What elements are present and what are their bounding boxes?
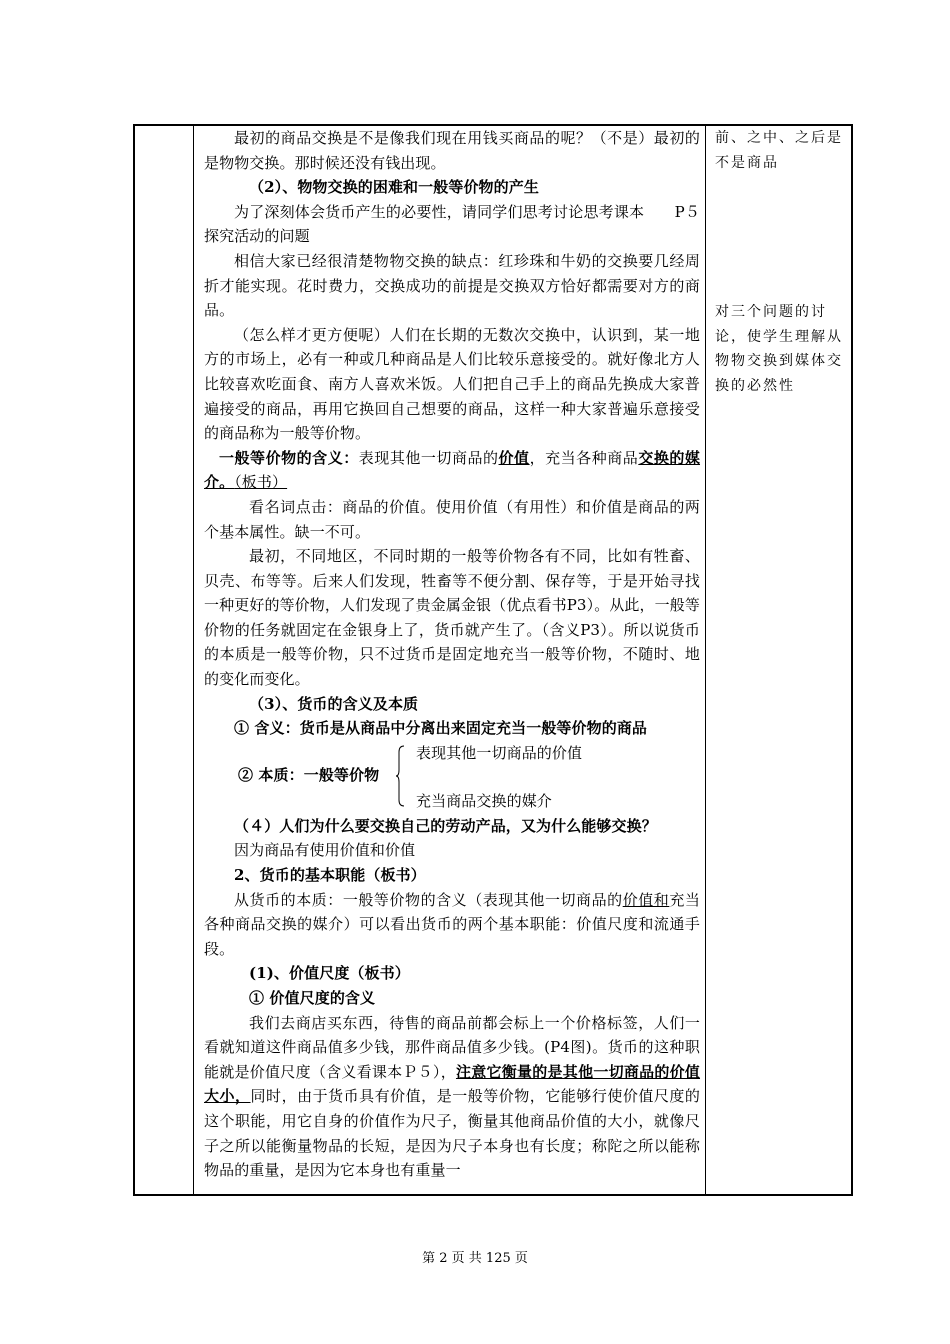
heading-money-essence: （3）、货币的含义及本质 — [249, 694, 419, 713]
paragraph-history: 最初，不同地区，不同时期的一般等价物各有不同，比如有牲畜、贝壳、布等等。后来人们发现，牲畜等不便分割、保存等，于是开始寻找一种更好的等价物，人们发现了贵金属金银（优点看书P3）。从此，一般等价物的任务就固定在金银身上了，货币就产生了。（含义P3）。所以说货币的本质是一般等价物，只不过货币是固定地充当一般等价物，不随时、地的变化而变化。 — [204, 547, 700, 689]
paragraph-value-measure — [204, 1011, 700, 1183]
functions-underlined: 价值和 — [622, 890, 670, 909]
heading-barter-difficulty: （2）、物物交换的困难和一般等价物的产生 — [249, 178, 539, 197]
value-measure-text-1: 我们去商店买东西，待售的商品前都会标上一个价格标签，人们一看就知道这件商品值多少钱，那件商品值多少钱。(P4图)。货币的这种职能就是价值尺度（含义看课本Ｐ５）， — [204, 1013, 700, 1081]
definition-text: 表现其他一切商品的 — [358, 448, 499, 467]
paragraph-barter-intro: 最初的商品交换是不是像我们现在用钱买商品的呢？（不是）最初的是物物交换。那时候还没有钱出现。 — [204, 129, 700, 172]
money-definition: ① 含义：货币是从商品中分离出来固定充当一般等价物的商品 — [234, 719, 648, 738]
heading-value-measure-meaning: ① 价值尺度的含义 — [249, 989, 376, 1007]
essence-item-medium: 充当商品交换的媒介 — [416, 791, 552, 810]
functions-text-2: 充当各种商品交换的媒介）可以看出货币的两个基本职能：价值尺度和流通手段。 — [204, 890, 700, 958]
column-divider-left — [193, 126, 194, 1194]
definition-text-2: ，充当各种商品 — [529, 448, 639, 467]
functions-text-1: 从货币的本质：一般等价物的含义（表现其他一切商品的 — [234, 890, 623, 909]
paragraph-value-note: 看名词点击：商品的价值。使用价值（有用性）和价值是商品的两个基本属性。缺一不可。 — [204, 497, 700, 541]
page-footer: 第 2 页 共 125 页 — [422, 1251, 528, 1266]
heading-value-measure: (1)、价值尺度（板书） — [249, 964, 410, 983]
side-note-text-2: 对三个问题的讨论，使学生理解从物物交换到媒体交换的必然性 — [715, 304, 843, 394]
side-note-1 — [715, 126, 849, 175]
value-measure-text-2: 同时，由于货币具有价值，是一般等价物，它能够行使价值尺度的这个职能，用它自身的价值作为尺子，衡量其他商品价值的大小，就像尺子之所以能衡量物品的长短，是因为尺子本身也有长度；称陀之所以能称物品的重量，是因为它本身也有重量一 — [204, 1087, 700, 1180]
paragraph-discussion-prompt: 为了深刻体会货币产生的必要性，请同学们思考讨论思考课本 P５探究活动的问题 — [204, 202, 700, 246]
essence-brace-block — [204, 741, 700, 814]
brace-icon — [395, 745, 405, 807]
side-note-text-1: 前、之中、之后是不是商品 — [715, 130, 843, 171]
main-content-cell — [204, 126, 700, 1183]
definition-label: 一般等价物的含义： — [219, 448, 359, 467]
heading-money-functions: 2、货币的基本职能（板书） — [234, 866, 426, 885]
heading-why-exchange: （４）人们为什么要交换自己的劳动产品，又为什么能够交换？ — [234, 816, 657, 835]
paragraph-equivalent-origin: （怎么样才更方便呢）人们在长期的无数次交换中，认识到，某一地方的市场上，必有一种或几种商品是人们比较乐意接受的。就好像北方人比较喜欢吃面食、南方人喜欢米饭。人们把自己手上的商品先换成大家普遍接受的商品，再用它换回自己想要的商品，这样一种大家普遍乐意接受的商品称为一般等价物。 — [204, 325, 700, 443]
definition-medium: 交换的媒介。 — [204, 448, 701, 492]
column-divider-right — [705, 126, 706, 1194]
side-note-2 — [715, 300, 849, 398]
lesson-table — [133, 124, 853, 1196]
value-measure-emphasis: 注意它衡量的是其他一切商品的价值大小， — [204, 1062, 701, 1106]
essence-item-value: 表现其他一切商品的价值 — [416, 743, 583, 762]
definition-value: 价值 — [498, 448, 530, 467]
paragraph-barter-drawbacks: 相信大家已经很清楚物物交换的缺点：红珍珠和牛奶的交换要几经周折才能实现。花时费力，交换成功的前提是交换双方恰好都需要对方的商品。 — [204, 251, 700, 320]
essence-label: ② 本质：一般等价物 — [238, 765, 380, 784]
board-note: （板书） — [234, 473, 288, 492]
paragraph-equivalent-definition — [204, 446, 700, 495]
paragraph-functions-intro — [204, 888, 700, 962]
paragraph-exchange-answer: 因为商品有使用价值和价值 — [234, 841, 416, 860]
